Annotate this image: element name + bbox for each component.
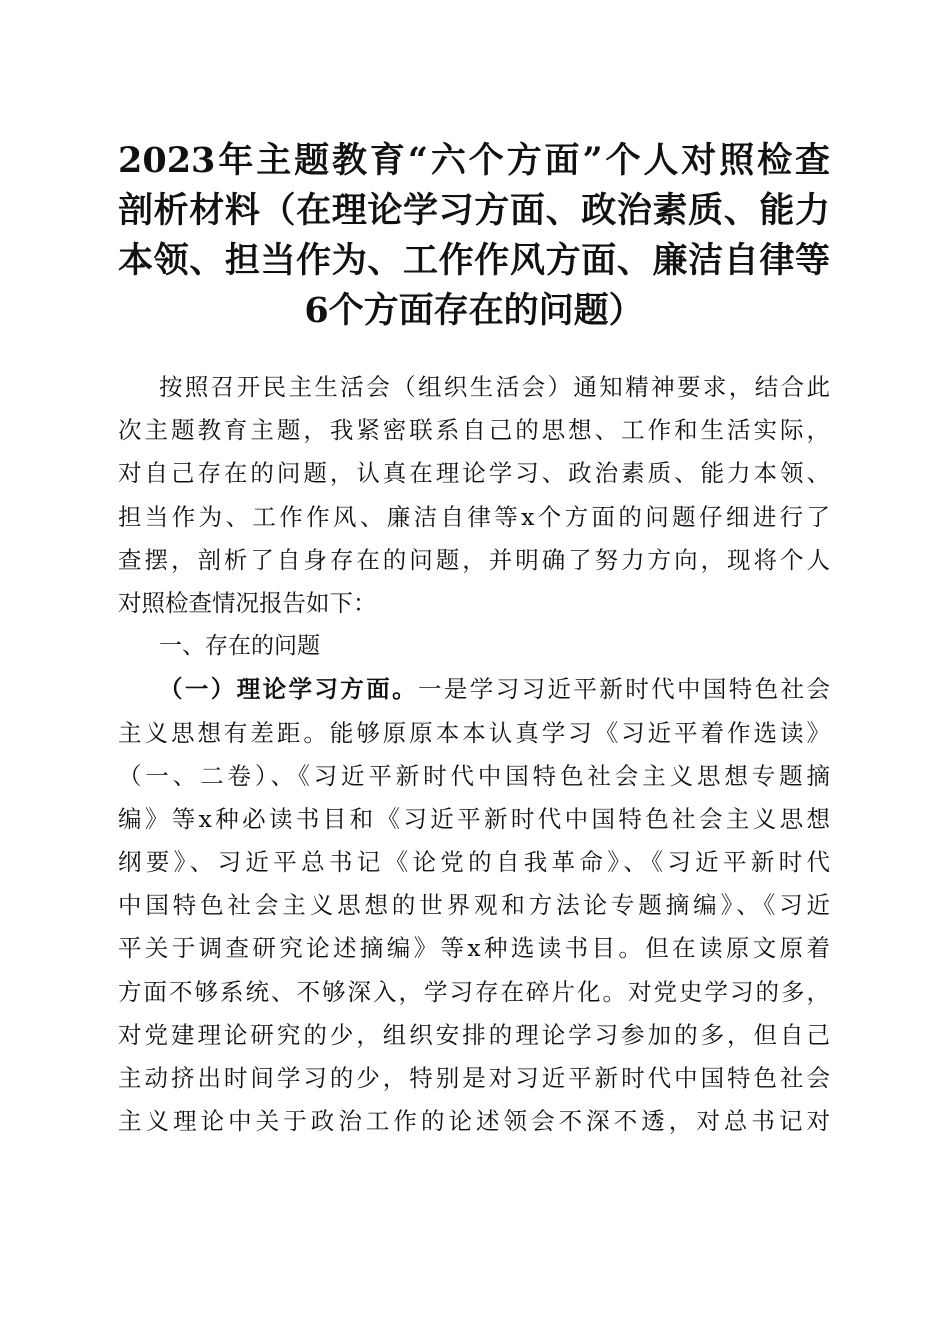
sub-heading: （一）理论学习方面。 — [159, 675, 418, 704]
title-line: 剖析材料（在理论学习方面、政治素质、能力 — [118, 190, 830, 231]
theory-study-paragraph — [118, 668, 830, 1143]
text-line: 中国特色社会主义思想的世界观和方法论专题摘编》、《习近 — [118, 891, 830, 920]
title-line: 本领、担当作为、工作作风方面、廉洁自律等 — [118, 240, 830, 281]
text-line: 次主题教育主题，我紧密联系自己的思想、工作和生活实际， — [118, 416, 830, 445]
text-line: 编》等x种必读书目和《习近平新时代中国特色社会主义思想 — [118, 804, 830, 833]
document-body — [118, 366, 830, 1143]
text-line: 纲要》、习近平总书记《论党的自我革命》、《习近平新时代 — [118, 848, 830, 877]
text-line: 主义思想有差距。能够原原本本认真学习《习近平着作选读》 — [118, 718, 830, 747]
text-run: 一是学习习近平新时代中国特色社会 — [418, 675, 830, 704]
title-line: 6个方面存在的问题） — [304, 290, 644, 331]
text-line: 按照召开民主生活会（组织生活会）通知精神要求，结合此 — [159, 373, 830, 401]
text-line: 对党建理论研究的少，组织安排的理论学习参加的多，但自己 — [118, 1020, 830, 1049]
intro-paragraph — [118, 366, 830, 625]
section-heading: 一、存在的问题 — [159, 633, 320, 660]
text-line: 担当作为、工作作风、廉洁自律等x个方面的问题仔细进行了 — [118, 502, 830, 531]
text-line — [118, 668, 830, 711]
document-title — [118, 136, 830, 336]
text-line: 对照检查情况报告如下： — [118, 588, 377, 617]
title-line: 2023年主题教育“六个方面”个人对照检查 — [118, 140, 830, 181]
text-line: 对自己存在的问题，认真在理论学习、政治素质、能力本领、 — [118, 459, 830, 488]
text-line: 平关于调查研究论述摘编》等x种选读书目。但在读原文原着 — [118, 934, 830, 963]
text-line: 主动挤出时间学习的少，特别是对习近平新时代中国特色社会 — [118, 1064, 830, 1092]
text-line: 方面不够系统、不够深入，学习存在碎片化。对党史学习的多， — [118, 977, 830, 1006]
text-line: （一、二卷）、《习近平新时代中国特色社会主义思想专题摘 — [118, 761, 830, 790]
text-line: 主义理论中关于政治工作的论述领会不深不透，对总书记对 — [118, 1107, 830, 1136]
text-line: 查摆，剖析了自身存在的问题，并明确了努力方向，现将个人 — [118, 545, 830, 574]
